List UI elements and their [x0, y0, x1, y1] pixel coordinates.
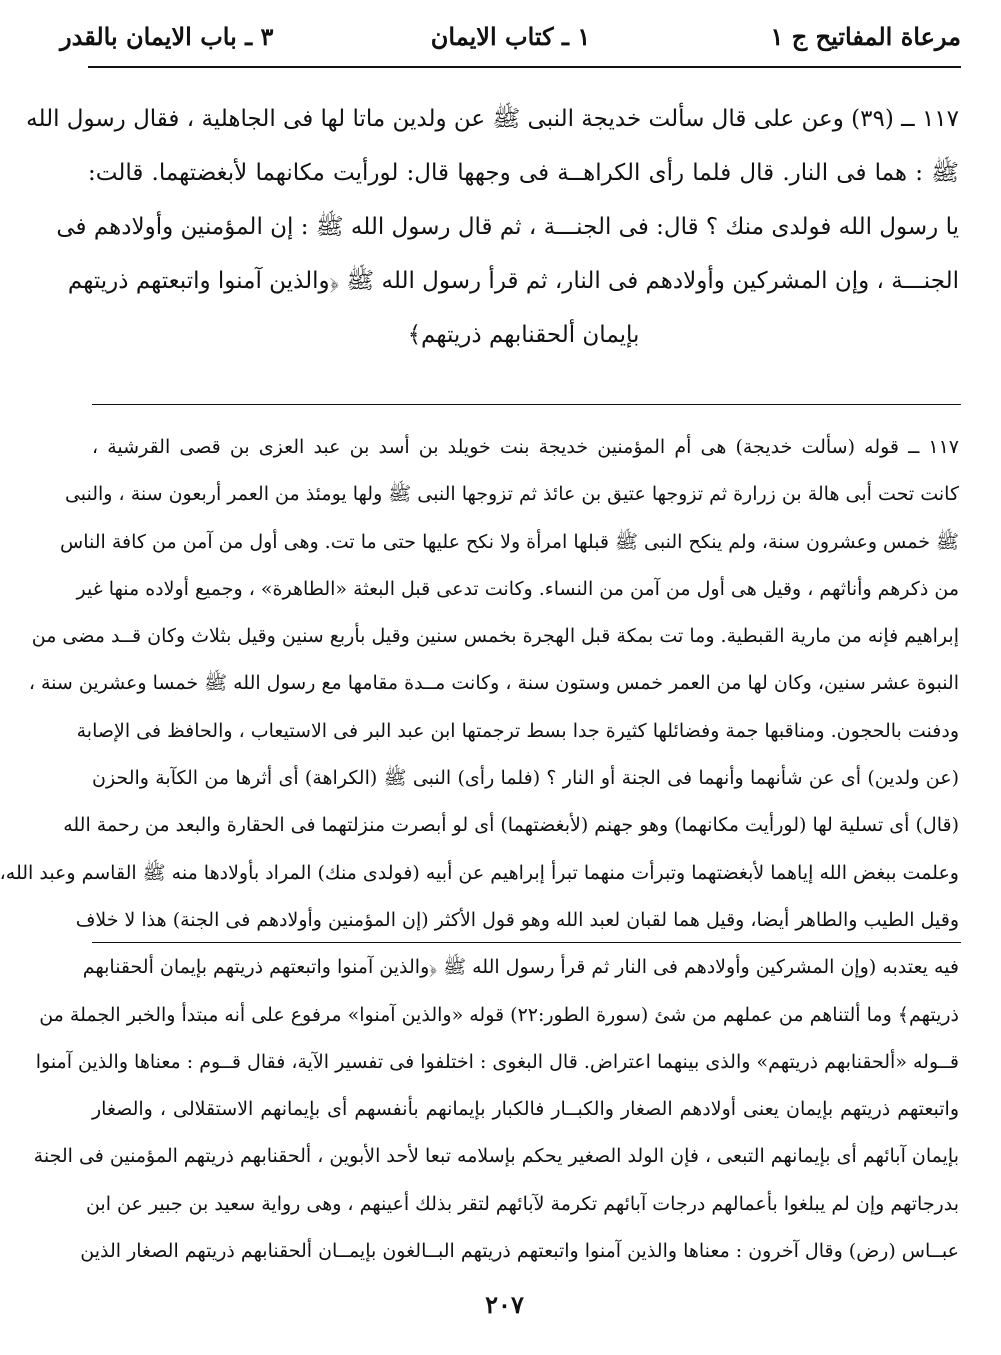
commentary-line: وعلمت ببغض الله إياهما لأبغضتهما وتبرأت منهما تبرأ إبراهيم عن أبيه (فولدى منك) المراد بأولادها منه ﷺ القاسم وعبد الله،	[0, 861, 959, 884]
commentary-line: قــوله «ألحقنابهم ذريتهم» والذى بينهما اعتراض. قال البغوى : اختلفوا فى تفسير الآية، فقال قــوم : معناها والذين آمنوا	[35, 1050, 959, 1073]
inline-divider	[92, 942, 961, 943]
header-divider	[88, 66, 961, 68]
header-section-title: ٣ ـ باب الايمان بالقدر	[60, 21, 274, 51]
commentary-line: النبوة عشر سنين، وكان لها من العمر خمس وستون سنة ، وكانت مــدة مقامها مع رسول الله ﷺ خمسا وعشرين سنة ،	[28, 672, 959, 695]
commentary-line: ١١٧ ــ قوله (سألت خديجة) هى أم المؤمنين خديجة بنت خويلد بن أسد بن عبد العزى بن قصى القرشية ،	[92, 436, 959, 458]
commentary-line: ودفنت بالحجون. ومناقبها جمة وفضائلها كثيرة جدا بسط ترجمتها ابن عبد البر فى الاستيعاب ، والحافظ فى الإصابة	[76, 719, 959, 742]
commentary-line: (عن ولدين) أى عن شأنهما وأنهما فى الجنة أو النار ؟ (فلما رأى) النبى ﷺ (الكراهة) أى أثرها من الكآبة والحزن	[92, 767, 959, 790]
commentary-line: إبراهيم فإنه من مارية القبطية. وما تت بمكة قبل الهجرة بخمس سنين وقيل بأربع سنين وقيل بثلاث وكان قــد مضى من	[31, 625, 959, 648]
commentary-line: ذريتهم﴾ وما ألتناهم من عملهم من شئ (سورة الطور:٢٢) قوله «والذين آمنوا» مرفوع على أنه مبتدأ والخبر الجملة من	[39, 1003, 959, 1026]
commentary-line: وقيل الطيب والطاهر أيضا، وقيل هما لقبان لعبد الله وهو قول الأكثر (إن المؤمنين وأولادهم فى الجنة) هذا لا خلاف	[75, 908, 959, 931]
hadith-line: ١١٧ ــ (٣٩) وعن على قال سألت خديجة النبى ﷺ عن ولدين ماتا لها فى الجاهلية ، فقال رسول الله	[26, 106, 959, 132]
section-divider	[92, 404, 961, 405]
hadith-line: ﷺ : هما فى النار. قال فلما رأى الكراهــة فى وجهها قال: لورأيت مكانهما لأبغضتهما. قالت:	[88, 160, 959, 186]
hadith-text	[26, 92, 959, 362]
commentary-line: فيه يعتدبه (وإن المشركين وأولادهم فى النار ثم قرأ رسول الله ﷺ ﴿والذين آمنوا واتبعتهم ذريتهم بإيمان ألحقنابهم	[82, 956, 959, 979]
commentary-line: ﷺ خمس وعشرون سنة، ولم ينكح النبى ﷺ قبلها امرأة ولا نكح عليها حتى ما تت. وهى أول من آمن من كافة الناس	[60, 530, 959, 553]
commentary-line: (قال) أى تسلية لها (لورأيت مكانهما) وهو جهنم (لأبغضتهما) أى لو أبصرت منزلتهما فى الحقارة والبعد من رحمة الله	[63, 814, 959, 837]
hadith-line: يا رسول الله فولدى منك ؟ قال: فى الجنـــة ، ثم قال رسول الله ﷺ : إن المؤمنين وأولادهم فى	[56, 214, 959, 240]
hadith-line: الجنـــة ، وإن المشركين وأولادهم فى النار، ثم قرأ رسول الله ﷺ ﴿والذين آمنوا واتبعتهم ذريتهم	[67, 268, 959, 294]
header-chapter-title: ١ ـ كتاب الايمان	[430, 21, 591, 51]
commentary-line: كانت تحت أبى هالة بن زرارة ثم تزوجها عتيق بن عائذ ثم تزوجها النبى ﷺ ولها يومئذ من العمر أربعون سنة ، والنبى	[64, 483, 959, 506]
commentary-line: واتبعتهم ذريتهم بإيمان يعنى أولادهم الصغار والكبــار فالكبار بإيمانهم بأنفسهم أى بإيمانهم الاستقلالى ، والصغار	[92, 1098, 959, 1121]
page-number: ٢٠٧	[485, 1290, 524, 1319]
running-header	[60, 16, 961, 56]
commentary-line: عبــاس (رض) وقال آخرون : معناها والذين آمنوا واتبعتهم ذريتهم البــالغون بإيمــان ألحقنابهم ذريتهم الصغار الذين	[80, 1240, 959, 1263]
commentary-text	[0, 424, 959, 1275]
hadith-line: بإيمان ألحقنابهم ذريتهم﴾	[407, 322, 640, 348]
header-book-title: مرعاة المفاتيح ج ١	[770, 21, 961, 51]
commentary-line: بدرجاتهم وإن لم يبلغوا بأعمالهم درجات آبائهم تكرمة لآبائهم لتقر بذلك أعينهم ، وهى رواية سعيد بن جبير عن ابن	[85, 1192, 959, 1215]
commentary-line: من ذكرهم وأناثهم ، وقيل هى أول من آمن من النساء. وكانت تدعى قبل البعثة «الطاهرة» ، وجميع أولاده منها غير	[76, 577, 959, 600]
commentary-line: بإيمان آبائهم أى بإيمانهم التبعى ، فإن الولد الصغير يحكم بإسلامه تبعا لأحد الأبوين ، ألحقنابهم ذريتهم المؤمنين فى الجنة	[33, 1145, 959, 1168]
